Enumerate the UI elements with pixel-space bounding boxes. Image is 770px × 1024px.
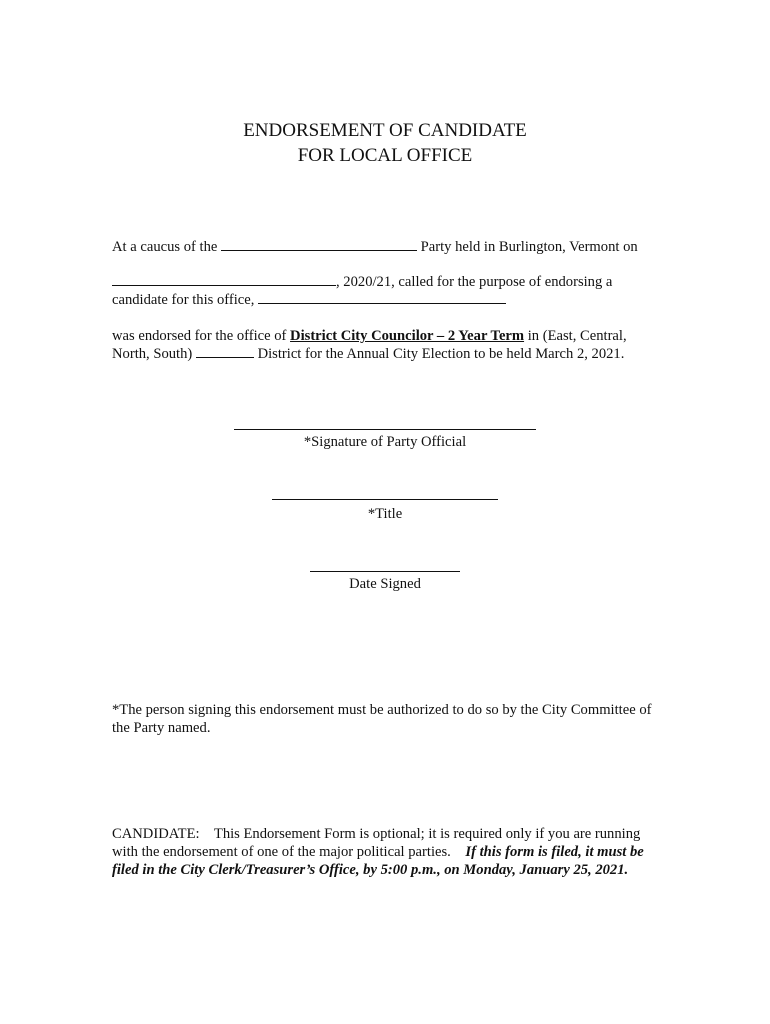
date-signed-label: Date Signed xyxy=(349,576,421,592)
district-suffix: District for the Annual City Election to be held March 2, 2021. xyxy=(257,346,625,362)
title-signature-label: *Title xyxy=(367,506,403,522)
caucus-line xyxy=(112,238,672,256)
authorization-footnote: *The person signing this endorsement must be authorized to do so by the City Committee of the Party named. xyxy=(112,702,652,736)
candidate-name-blank[interactable] xyxy=(258,291,506,304)
office-suffix: in (East, Central, xyxy=(527,328,627,344)
candidate-note-text: This Endorsement Form is optional; it is required only if you are running with the endorsement of one of the major political parties. xyxy=(112,826,641,860)
date-suffix: , 2020/21, called for the purpose of endorsing a xyxy=(336,274,613,290)
district-prefix: North, South) xyxy=(112,346,193,362)
document-title xyxy=(0,118,770,168)
candidate-prefix: candidate for this office, xyxy=(112,292,255,308)
candidate-label: CANDIDATE: xyxy=(112,826,200,842)
office-name: District City Councilor – 2 Year Term xyxy=(290,328,525,344)
title-line-1: ENDORSEMENT OF CANDIDATE xyxy=(243,120,527,141)
office-prefix: was endorsed for the office of xyxy=(112,328,287,344)
district-blank[interactable] xyxy=(196,345,254,358)
official-signature-line[interactable] xyxy=(234,429,536,430)
caucus-suffix: Party held in Burlington, Vermont on xyxy=(420,239,638,255)
party-name-blank[interactable] xyxy=(221,238,417,251)
candidate-note xyxy=(112,825,662,879)
title-signature-line[interactable] xyxy=(272,499,498,500)
date-line xyxy=(112,273,672,291)
candidate-line xyxy=(112,291,672,309)
date-signed-line[interactable] xyxy=(310,571,460,572)
office-line-1 xyxy=(112,327,672,345)
office-line-2 xyxy=(112,345,672,363)
caucus-prefix: At a caucus of the xyxy=(112,239,218,255)
official-signature-label: *Signature of Party Official xyxy=(303,434,467,450)
filing-deadline-note: If this form is filed, it must be filed in the City Clerk/Treasurer’s Office, by 5:00 p.m., on Monday, January 25, 2021. xyxy=(112,844,644,878)
caucus-date-blank[interactable] xyxy=(112,273,336,286)
title-line-2: FOR LOCAL OFFICE xyxy=(297,145,473,166)
